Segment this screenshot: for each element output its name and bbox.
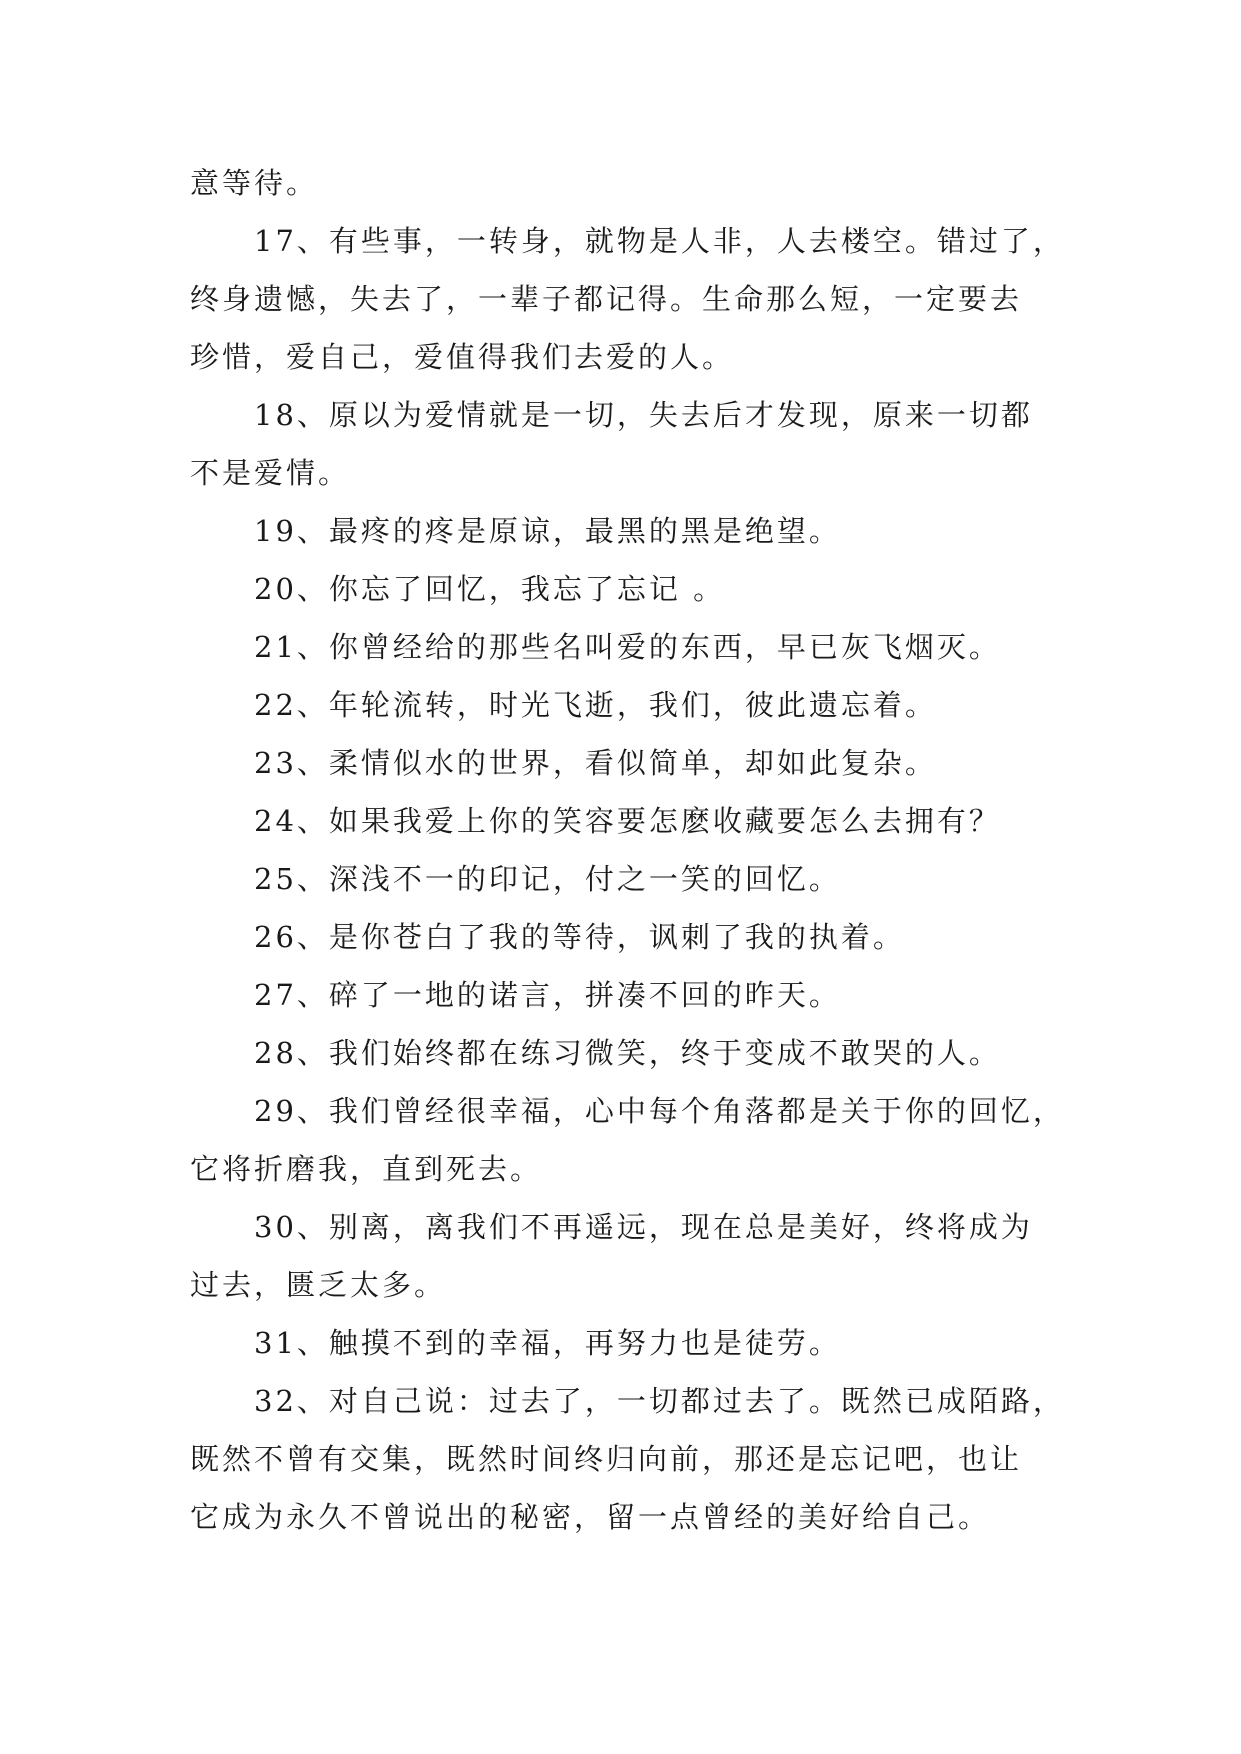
document-body [190,154,1065,1546]
paragraph [190,1314,1062,1372]
paragraph [190,618,1062,676]
paragraph [190,154,1062,212]
text-line: 它成为永久不曾说出的秘密，留一点曾经的美好给自己。 [190,1500,991,1534]
text-line: 22、年轮流转，时光飞逝，我们，彼此遗忘着。 [254,688,937,722]
paragraph [190,1082,1065,1198]
paragraph [190,386,1062,502]
text-line: 31、触摸不到的幸福，再努力也是徒劳。 [254,1326,841,1360]
paragraph [190,1372,1065,1546]
text-line: 意等待。 [190,166,319,200]
text-line: 23、柔情似水的世界，看似简单，却如此复杂。 [254,746,937,780]
text-line: 18、原以为爱情就是一切，失去后才发现，原来一切都 [254,398,1033,432]
text-line: 不是爱情。 [190,456,351,490]
paragraph [190,560,1062,618]
paragraph [190,908,1062,966]
text-line: 珍惜，爱自己，爱值得我们去爱的人。 [190,340,735,374]
text-line: 24、如果我爱上你的笑容要怎麽收藏要怎么去拥有？ [254,804,1001,838]
paragraph [190,966,1062,1024]
text-line: 17、有些事，一转身，就物是人非，人去楼空。错过了， [254,224,1065,258]
paragraph [190,676,1062,734]
paragraph [190,792,1062,850]
text-line: 21、你曾经给的那些名叫爱的东西，早已灰飞烟灭。 [254,630,1001,664]
text-line: 过去，匮乏太多。 [190,1268,447,1302]
paragraph [190,734,1062,792]
text-line: 它将折磨我，直到死去。 [190,1152,543,1186]
text-line: 终身遗憾，失去了，一辈子都记得。生命那么短，一定要去 [190,282,1023,316]
text-line: 既然不曾有交集，既然时间终归向前，那还是忘记吧，也让 [190,1442,1023,1476]
paragraph [190,1024,1062,1082]
text-line: 28、我们始终都在练习微笑，终于变成不敢哭的人。 [254,1036,1001,1070]
text-line: 27、碎了一地的诺言，拼凑不回的昨天。 [254,978,841,1012]
text-line: 32、对自己说：过去了，一切都过去了。既然已成陌路， [254,1384,1065,1418]
text-line: 25、深浅不一的印记，付之一笑的回忆。 [254,862,841,896]
paragraph [190,212,1065,386]
text-line: 29、我们曾经很幸福，心中每个角落都是关于你的回忆， [254,1094,1065,1128]
paragraph [190,1198,1062,1314]
paragraph [190,850,1062,908]
text-line: 26、是你苍白了我的等待，讽刺了我的执着。 [254,920,905,954]
text-line: 30、别离，离我们不再遥远，现在总是美好，终将成为 [254,1210,1033,1244]
paragraph [190,502,1062,560]
text-line: 20、你忘了回忆，我忘了忘记 。 [254,572,726,606]
text-line: 19、最疼的疼是原谅，最黑的黑是绝望。 [254,514,841,548]
